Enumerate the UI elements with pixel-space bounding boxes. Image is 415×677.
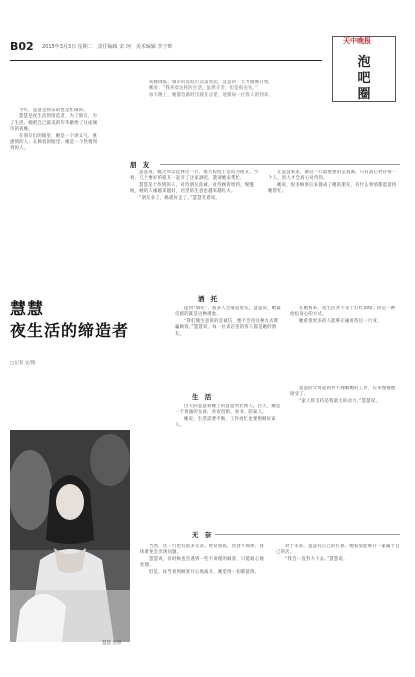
body-paragraph: “我会一直努力下去。”慧慧说。 [285, 556, 348, 562]
body-paragraph: 慧慧的父母起初并不理解她的工作，后来慢慢地接受了。 [290, 386, 396, 398]
subhead-friends: 朋 友 [130, 161, 152, 169]
body-paragraph: 她说，生活需要平衡，工作再忙也要照顾好家人。 [175, 416, 276, 429]
intro-paragraph: 慧慧是夜生活的创造者，为了朋友，为了生活，她把自己最美的年华献给了这座城市的夜晚。 [10, 114, 98, 133]
body-paragraph: 在她看来，夜生活并不等于灯红酒绿，而是一种放松身心的方式。 [290, 306, 396, 318]
quote-paragraph: 每天晚上，她都会准时出现在店里，迎接每一位客人的到来。 [149, 92, 274, 98]
subhead-rule [215, 534, 400, 535]
subhead-rule [160, 164, 400, 165]
section-char-2: 吧 [357, 71, 371, 86]
intro-paragraph: 在朋友们的眼里，她是一个讲义气、重感情的人；在顾客的眼里，她是一个热情周到的人。 [10, 133, 98, 152]
headline-line-1: 慧慧 [10, 299, 45, 318]
subhead-wine: 酒 托 [198, 295, 220, 303]
body-paragraph: 对于未来，慧慧有自己的打算。她希望能够开一家属于自己的店。 [276, 544, 400, 556]
portrait-photo [10, 430, 130, 642]
body-paragraph: “我们做生意讲的是诚信，绝不会用这种方式欺骗顾客。”慧慧说，每一位来店里的客人都是她的朋友。 [175, 318, 279, 337]
portrait-illustration [10, 430, 130, 642]
section-char-1: 泡 [357, 55, 371, 70]
body-paragraph: 白天的慧慧和晚上的慧慧判若两人。白天，她是一个普通的女孩，喜欢逛街、看书、陪家人。 [175, 404, 281, 416]
header-meta: 2015年3月3日 星期二 责任编辑 宋 珂 美术编辑 李子晖 [42, 44, 173, 50]
friends-right-column [268, 170, 400, 290]
subhead-helpless: 无 奈 [192, 531, 214, 539]
helpless-column [140, 544, 268, 664]
intro-paragraph: 今年，慧慧是快乐的也是忙碌的。 [19, 108, 88, 113]
wine-column [175, 306, 283, 386]
section-char-3: 圈 [357, 87, 371, 102]
body-paragraph: 当然，这一行也有很多无奈。经常熬夜，饮食不规律，身体难免会出现问题。 [140, 544, 264, 556]
body-paragraph: 提到“酒托”，很多人会皱起眉头。慧慧说，她最反感的就是这种现象。 [175, 306, 281, 318]
headline-line-2: 夜生活的缔造者 [10, 321, 130, 340]
wine-right-column [290, 306, 400, 386]
helpless-right-column [276, 544, 400, 664]
body-paragraph: “家人的支持是我最大的动力。”慧慧说。 [299, 398, 381, 404]
byline: □记者 文/图 [10, 361, 36, 366]
friends-column [130, 170, 260, 290]
body-paragraph: 慧慧是个热情的人，对待朋友真诚，对待顾客周到。慢慢地，她的人缘越来越好，店里的生意也越来越红火。 [130, 182, 254, 195]
photo-caption: 慧慧 近照 [102, 641, 122, 646]
header-rule [10, 60, 322, 61]
life-column [175, 404, 283, 504]
body-paragraph: 她希望更多的人能够正确看待这一行业。 [299, 318, 382, 324]
page-number: B02 [10, 40, 34, 53]
quote-block [140, 80, 340, 156]
body-paragraph: 她说，很多顾客后来都成了她的朋友，有什么事情都愿意找她帮忙。 [268, 182, 397, 195]
life-right-column [290, 386, 400, 504]
body-paragraph: 慧慧说，有时候也会遇到一些不讲理的顾客，只能耐心地处理。 [140, 556, 264, 569]
body-paragraph: 但是，每当看到顾客开心地离开，她觉得一切都值得。 [149, 569, 260, 575]
body-paragraph: 在慧慧看来，做这一行最重要的是真诚。只有真心对待每一个人，别人才会真心对待你。 [268, 170, 397, 182]
intro-column [10, 108, 100, 218]
body-paragraph: 慧慧说，她之所以选择这一行，很大程度上是因为朋友。当初，几个要好的朋友一起开了这家酒吧，邀请她来帮忙。 [130, 170, 259, 182]
subhead-life: 生 活 [192, 393, 214, 401]
body-paragraph: “朋友多了，路就好走了。”慧慧笑着说。 [139, 195, 221, 201]
quote-paragraph: 夜晚降临，城市的霓虹灯次第亮起，慧慧的一天才刚刚开始。 [149, 80, 274, 85]
newspaper-brand: 天中晚报 [343, 37, 371, 45]
quote-paragraph: 她说：“我喜欢这样的生活，虽然辛苦，但是很充实。” [149, 86, 258, 92]
